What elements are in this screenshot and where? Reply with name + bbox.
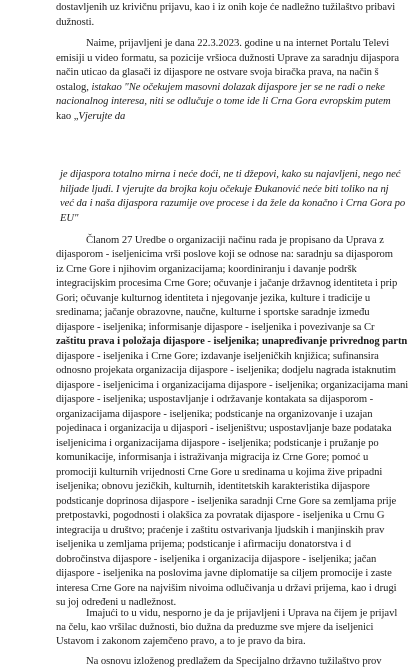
document-line bbox=[60, 169, 400, 181]
line-text: pojedinaca i organizacija u dijaspori - iseljeništvu; uspostavljanje baze podataka bbox=[56, 423, 392, 434]
document-line bbox=[56, 568, 392, 580]
line-text: Naime, prijavljeni je dana 22.3.2023. godine u na internet Portalu Televi bbox=[86, 38, 390, 49]
line-text: pretpostavki, pogodnosti i olakšica za povratak dijaspore - iseljenika u Crnu G bbox=[56, 510, 385, 521]
document-line bbox=[86, 608, 397, 620]
document-line bbox=[56, 423, 391, 435]
document-line bbox=[56, 67, 379, 79]
document-line bbox=[56, 17, 94, 29]
document-line bbox=[56, 96, 391, 108]
line-text: iseljenika; obnovu jezičkih, kulturnih, identitetskih karakteristika dijaspore bbox=[56, 481, 370, 492]
line-text: Ustavom i zakonom zajemčeno pravo, a to je pravo da bira. bbox=[56, 636, 306, 647]
document-line bbox=[56, 539, 351, 551]
line-text-segment: ; unapređivanje privrednog partn bbox=[255, 336, 408, 347]
document-line bbox=[56, 53, 399, 65]
document-line bbox=[56, 467, 382, 479]
document-line bbox=[56, 438, 379, 450]
line-text: promociji kulturnih vrijednosti Crne Gore u sredinama u kojima žive pripadni bbox=[56, 467, 383, 478]
line-text: dijaspore - iseljenicima i organizacijama dijaspore - iseljenika; organizacijama mani bbox=[56, 380, 408, 391]
line-text: kao „ bbox=[56, 111, 79, 122]
document-line bbox=[56, 2, 395, 14]
line-text: način uticao da glasači iz dijaspore ne ostvare svoja biračka prava, na način š bbox=[56, 67, 379, 78]
document-line bbox=[56, 322, 374, 334]
line-text: odnosno projekata organizacija dijaspore - iseljenika; dodjelu nagrada istaknutim bbox=[56, 365, 396, 376]
line-text: komunikacije, informisanja i istraživanja migracija iz Crne Gore; pomoć u bbox=[56, 452, 369, 463]
line-text: emisiji u video formatu, sa pozicije vršioca dužnosti Uprave za saradnju dijaspora bbox=[56, 53, 400, 64]
line-text: iseljenicima i organizacijama dijaspore - iseljenika; podsticanje i pružanje po bbox=[56, 438, 379, 449]
line-text: Imajući to u vidu, nesporno je da je prijavljeni i Uprava na čijem je prijavl bbox=[86, 608, 398, 619]
line-text: dijaspore - iseljenika; informisanje dijaspore - iseljenika i povezivanje sa Cr bbox=[56, 322, 375, 333]
document-line bbox=[56, 525, 384, 537]
line-text: na čelu, kao vršilac dužnosti, bio dužna da preduzme sve mjere da iseljenici bbox=[56, 622, 374, 633]
document-line bbox=[56, 82, 385, 94]
document-line bbox=[56, 510, 385, 522]
line-text: dostavljenih uz krivičnu prijavu, kao i iz onih koje će nadležno tužilaštvo pribavi bbox=[56, 2, 396, 13]
line-text: sredinama; jačanje obrazovne, naučne, kulturne i sportske saradnje između bbox=[56, 307, 370, 318]
document-line bbox=[56, 351, 379, 363]
document-line bbox=[56, 409, 372, 421]
document-line bbox=[56, 278, 397, 290]
line-text: hiljade ljudi. I vjerujte da brojka koju očekuje Đukanović neće biti toliko na nj bbox=[60, 184, 389, 195]
document-line bbox=[86, 656, 382, 668]
document-line bbox=[56, 380, 408, 392]
line-text: zaštitu prava i položaja dijaspore - iseljenika bbox=[56, 336, 256, 347]
document-line bbox=[86, 235, 384, 247]
line-text: dijaspore - iseljenika; uspostavljanje i održavanje kontakata sa dijasporom - bbox=[56, 394, 374, 405]
document-line bbox=[56, 293, 370, 305]
line-text: iseljenika u zemljama prijema; podsticanje i afirmaciju donatorstva i d bbox=[56, 539, 352, 550]
document-line bbox=[56, 452, 368, 464]
document-line bbox=[56, 622, 373, 634]
document-line bbox=[56, 394, 373, 406]
line-text: nacionalnog interesa, niti se odlučuje o tome ide li Crna Gora evropskim putem bbox=[56, 96, 391, 107]
document-line bbox=[56, 554, 376, 566]
document-line bbox=[56, 496, 396, 508]
line-text-segment: istakao "Ne očekujem masovni dolazak dijaspore jer se ne radi o neke bbox=[91, 82, 385, 93]
document-line bbox=[56, 111, 125, 123]
document-line bbox=[56, 264, 357, 276]
document-line bbox=[56, 583, 397, 595]
document-line bbox=[56, 636, 306, 648]
line-text-segment: Vjerujte da bbox=[78, 111, 126, 122]
document-line bbox=[56, 481, 370, 493]
document-line bbox=[56, 307, 369, 319]
line-text: već da i naša dijaspora razumije ove procese i da žele da konačno i Crna Gora po bbox=[60, 198, 406, 209]
document-line bbox=[86, 38, 389, 50]
document-line bbox=[56, 249, 393, 261]
line-text: integracijskim procesima Crne Gore; očuvanje i jačanje državnog identiteta i prip bbox=[56, 278, 398, 289]
line-text: dijaspore - iseljenika i Crne Gore; izdavanje iseljeničkih knjižica; sufinansira bbox=[56, 351, 379, 362]
document-line bbox=[56, 336, 407, 348]
line-text: Na osnovu izloženog predlažem da Specijalno državno tužilaštvo prov bbox=[86, 656, 382, 667]
line-text: dijaspore - iseljenika na poslovima javne diplomatije sa ciljem promocije i zaste bbox=[56, 568, 392, 579]
line-text: Gori; očuvanje kulturnog identiteta i njegovanje jezika, kulture i tradicije u bbox=[56, 293, 371, 304]
document-line bbox=[60, 198, 405, 210]
line-text: dobročinstva dijaspore - iseljenika i organizacija dijaspore - iseljenika; jačan bbox=[56, 554, 377, 565]
document-line bbox=[60, 213, 78, 225]
document-line bbox=[60, 184, 389, 196]
document-line bbox=[56, 365, 396, 377]
line-text: je dijaspora totalno mirna i neće doći, ne ti džepovi, kako su najavljeni, nego neć bbox=[60, 169, 401, 180]
line-text: dužnosti. bbox=[56, 17, 95, 28]
line-text: EU" bbox=[60, 213, 79, 224]
line-text: iz Crne Gore i njihovim organizacijama; koordiniranju i davanje podršk bbox=[56, 264, 357, 275]
line-text: podsticanje doprinosa dijaspore - iseljenika saradnji Crne Gore sa zemljama prije bbox=[56, 496, 397, 507]
line-text: organizacijama dijaspore - iseljenika; podsticanje na organizovanje i uzajan bbox=[56, 409, 373, 420]
line-text: Članom 27 Uredbe o organizaciji načinu rada je propisano da Uprava z bbox=[86, 235, 384, 246]
line-text: dijasporom - iseljenicima vrši poslove koji se odnose na: saradnju sa dijasporom bbox=[56, 249, 393, 260]
line-text: interesa Crne Gore na najvišim nivoima odlučivanja u državi prijema, kao i drugi bbox=[56, 583, 397, 594]
line-text: su joj određeni u nadležnost. bbox=[56, 597, 177, 608]
line-text: integracija u društvo; praćenje i zaštitu ostvarivanja ljudskih i manjinskih prav bbox=[56, 525, 385, 536]
line-text: ostalog, bbox=[56, 82, 92, 93]
